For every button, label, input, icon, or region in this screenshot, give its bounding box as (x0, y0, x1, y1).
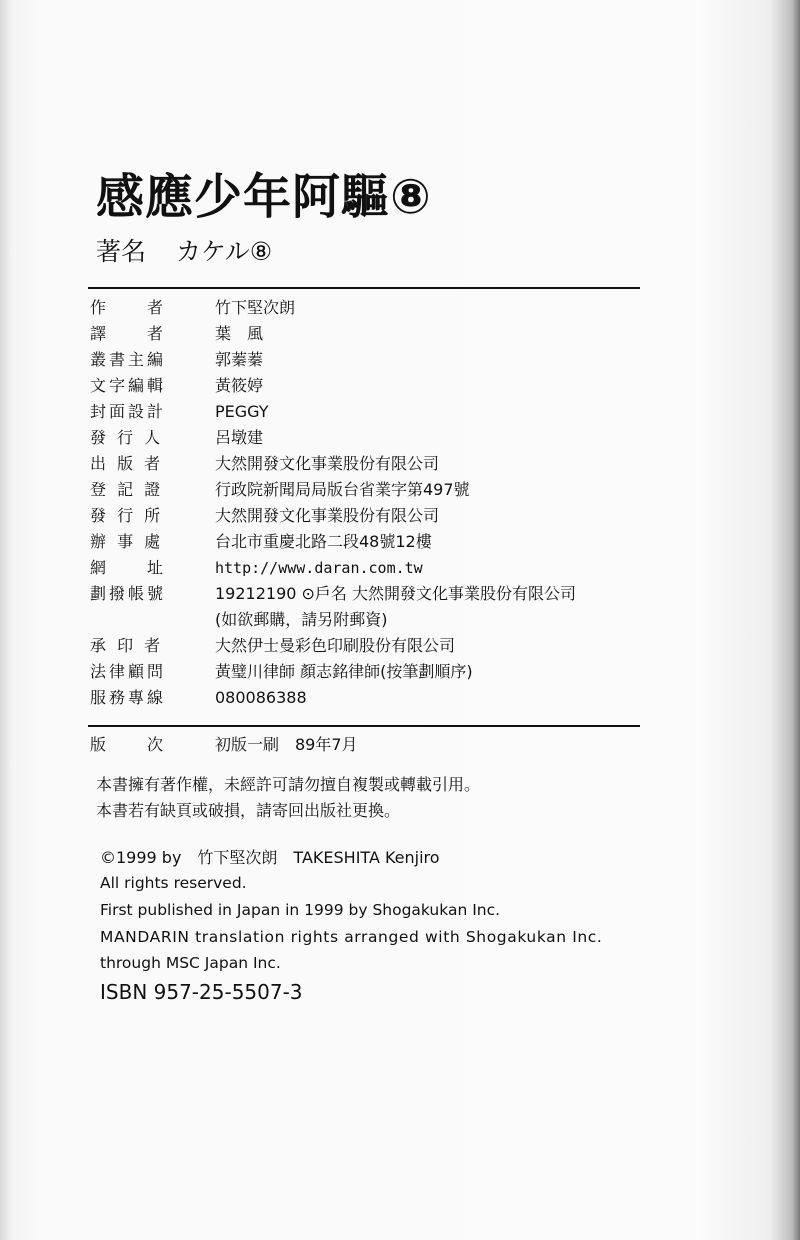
credit-label: 叢書主編 (90, 350, 167, 369)
credit-row (90, 583, 576, 605)
original-title (96, 232, 272, 268)
credit-row (90, 375, 263, 397)
credit-value: 大然伊士曼彩色印刷股份有限公司 (215, 636, 456, 655)
credit-label: 文字編輯 (90, 376, 167, 395)
credit-value: 葉 風 (215, 324, 264, 343)
credit-label: 辦 事 處 (90, 532, 164, 551)
credit-row (90, 505, 439, 527)
credit-row (90, 661, 473, 683)
credit-row (90, 557, 423, 579)
credit-label: 發 行 人 (90, 428, 164, 447)
credit-row (90, 479, 470, 501)
first-published: First published in Japan in 1999 by Shogakukan Inc. (100, 901, 501, 919)
original-title-value: カケル⑧ (176, 237, 273, 266)
credit-value: 竹下堅次朗 (215, 298, 296, 317)
top-divider (88, 287, 640, 289)
book-title: 感應少年阿驅⑧ (96, 169, 432, 225)
credit-label: 劃撥帳號 (90, 584, 167, 603)
credit-label: 法律顧問 (90, 662, 167, 681)
credit-row (90, 427, 263, 449)
credit-label: 發 行 所 (90, 506, 164, 525)
original-title-label: 著名 (96, 237, 147, 266)
translation-rights: MANDARIN translation rights arranged with Shogakukan Inc. (100, 928, 603, 946)
credit-value: 大然開發文化事業股份有限公司 (215, 506, 440, 525)
credit-label: 譯 者 (90, 324, 167, 343)
credit-value: 19212190 ⊙戶名 大然開發文化事業股份有限公司 (215, 584, 577, 603)
credit-value: 黃筱婷 (215, 376, 264, 395)
edition-value: 初版一刷 89年7月 (215, 735, 358, 754)
credit-label: 承 印 者 (90, 636, 164, 655)
credit-row (90, 297, 295, 319)
credit-value: 台北市重慶北路二段48號12樓 (215, 532, 432, 551)
credit-value: 080086388 (215, 688, 307, 707)
credit-value: PEGGY (215, 402, 269, 421)
credit-row (90, 453, 439, 475)
credit-label: 網 址 (90, 558, 167, 577)
credit-value: 大然開發文化事業股份有限公司 (215, 454, 440, 473)
edition-row (90, 734, 358, 756)
credit-value: 黃璧川律師 顏志銘律師(按筆劃順序) (215, 662, 473, 681)
credit-label: 作 者 (90, 298, 167, 317)
credit-row (90, 401, 269, 423)
through-agency: through MSC Japan Inc. (100, 954, 281, 972)
rights-reserved: All rights reserved. (100, 874, 247, 892)
damage-notice: 本書若有缺頁或破損，請寄回出版社更換。 (96, 801, 401, 820)
copyright-notice: 本書擁有著作權，未經許可請勿擅自複製或轉載引用。 (96, 775, 481, 794)
credit-value: 呂墩建 (215, 428, 264, 447)
credit-label: 服務專線 (90, 688, 167, 707)
credit-row (90, 349, 263, 371)
isbn: ISBN 957-25-5507-3 (100, 980, 303, 1004)
edition-label: 版 次 (90, 735, 167, 754)
credit-value: 郭蓁蓁 (215, 350, 264, 369)
credit-label: 登 記 證 (90, 480, 164, 499)
credit-row (90, 609, 388, 631)
credit-row (90, 323, 263, 345)
credit-value: (如欲郵購，請另附郵資) (215, 610, 388, 629)
credit-value: 行政院新聞局局版台省業字第497號 (215, 480, 470, 499)
credit-row (90, 531, 432, 553)
credit-label: 封面設計 (90, 402, 167, 421)
credit-value: http://www.daran.com.tw (215, 559, 423, 577)
credit-row (90, 635, 455, 657)
copyright-line: ©1999 by 竹下堅次朗 TAKESHITA Kenjiro (100, 848, 440, 867)
credit-row (90, 687, 307, 709)
edition-divider (88, 725, 640, 727)
credit-label: 出 版 者 (90, 454, 164, 473)
